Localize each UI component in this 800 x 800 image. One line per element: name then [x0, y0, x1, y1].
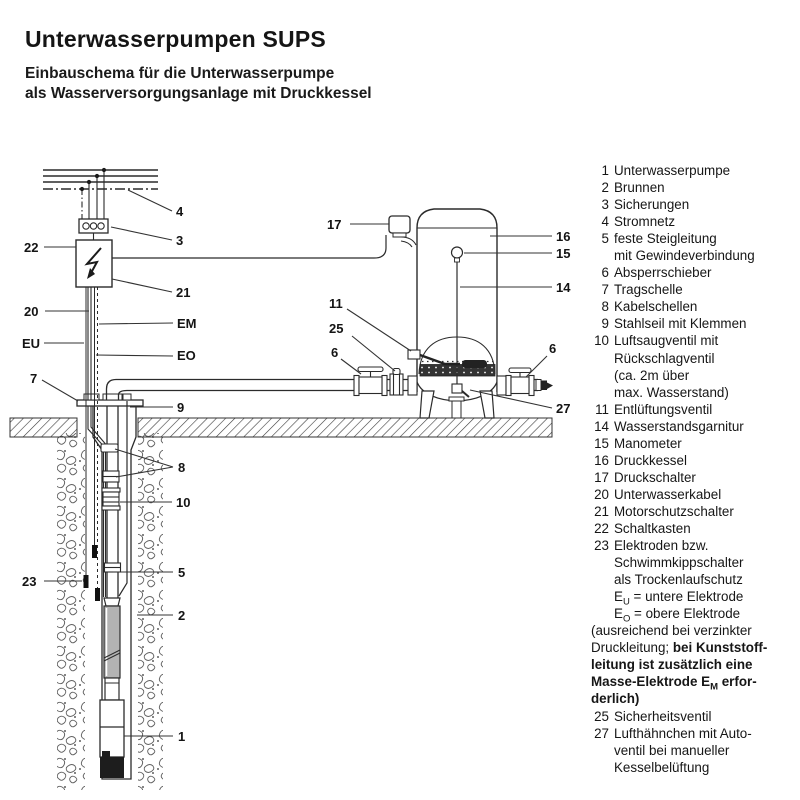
legend-item-text: Wasserstandsgarnitur	[614, 418, 744, 434]
air-valve-collar-top	[102, 488, 120, 492]
legend-item-text: feste Steigleitung	[614, 231, 717, 247]
page-title: Unterwasserpumpen SUPS	[25, 26, 326, 52]
legend-note-text: leitung ist zusätzlich eine	[591, 657, 753, 673]
legend-item	[588, 418, 798, 435]
pressure-switch	[389, 216, 416, 247]
electrode-upper	[92, 545, 97, 558]
legend-item-text: ventil bei manueller	[614, 742, 730, 758]
legend-item-text: Absperrschieber	[614, 265, 712, 281]
callout-14: 14	[556, 280, 571, 295]
legend-item	[588, 725, 798, 742]
legend-item	[588, 708, 798, 725]
legend-item-text: als Trockenlaufschutz	[614, 572, 743, 588]
air-cock	[452, 384, 462, 393]
callout-23: 23	[22, 574, 37, 589]
legend-item-text: Stromnetz	[614, 214, 676, 230]
callout-9: 9	[177, 400, 185, 415]
callout-em: EM	[177, 316, 197, 331]
legend-item	[588, 298, 798, 315]
legend-item-continuation	[588, 554, 798, 571]
fuse-icon	[90, 223, 96, 229]
callout-17: 17	[327, 217, 342, 232]
pipe-outlet-nozzle	[536, 380, 553, 391]
callout-10: 10	[176, 495, 191, 510]
callout-6-left: 6	[331, 345, 339, 360]
pump-suction-section	[105, 678, 119, 700]
legend-item-number: 23	[594, 538, 609, 554]
legend-item-text: Motorschutzschalter	[614, 503, 734, 519]
drain-flange	[449, 397, 464, 401]
pressure-vessel	[408, 209, 506, 418]
legend-item	[588, 520, 798, 537]
vessel-leg-left	[420, 391, 434, 418]
legend-item	[588, 401, 798, 418]
float-body	[462, 360, 487, 368]
legend-note	[591, 622, 798, 639]
legend-item-text: Schwimmkippschalter	[614, 555, 744, 571]
legend-item-number: 5	[601, 231, 609, 247]
callout-eo: EO	[177, 348, 196, 363]
legend-item-number: 7	[601, 282, 609, 298]
switch-box	[76, 240, 112, 287]
pump-motor	[100, 757, 124, 778]
legend-item-text: Sicherungen	[614, 197, 690, 213]
callout-27: 27	[556, 401, 571, 416]
legend-note	[591, 656, 798, 673]
legend-item-continuation	[588, 742, 798, 759]
legend-item-text: Brunnen	[614, 180, 665, 196]
callout-4: 4	[176, 204, 184, 219]
legend-item-text: Druckschalter	[614, 469, 696, 485]
callout-7: 7	[30, 371, 38, 386]
safety-valve	[390, 369, 403, 396]
legend-item-number: 25	[594, 708, 609, 724]
legend-item-text: Rückschlagventil	[614, 350, 715, 366]
legend-note-text: derlich)	[591, 691, 640, 707]
junction-dots	[80, 168, 106, 191]
legend-item	[588, 503, 798, 520]
legend-item	[588, 179, 798, 196]
legend-item-number: 11	[595, 401, 609, 417]
electrode-wires	[84, 287, 101, 601]
legend-item-text: Luftsaugventil mit	[614, 333, 719, 349]
fuse-icon	[83, 223, 89, 229]
legend-item-text: max. Wasserstand)	[614, 384, 729, 400]
gate-valve-right	[506, 368, 534, 396]
callout-21: 21	[176, 285, 191, 300]
legend-item	[588, 213, 798, 230]
callout-6-right: 6	[549, 341, 557, 356]
legend-item-continuation	[588, 350, 798, 367]
valve-handwheel	[358, 367, 383, 372]
legend-note	[591, 690, 798, 707]
legend-item-text: Stahlseil mit Klemmen	[614, 316, 747, 332]
legend-note: Masse-Elektrode $E_M$ erfor-	[591, 674, 757, 694]
legend-item-text: Manometer	[614, 435, 682, 451]
legend-item-text: Schaltkasten	[614, 520, 691, 536]
legend-item-text: Lufthähnchen mit Auto-	[614, 725, 752, 741]
legend-item-number: 1	[601, 163, 609, 178]
vent-valve	[408, 350, 420, 359]
cable-clamp-upper	[101, 444, 118, 452]
legend-item-text: Kesselbelüftung	[614, 759, 710, 775]
drain-support	[452, 401, 461, 418]
legend-item-continuation	[588, 759, 798, 776]
legend-item-text: (ca. 2m über	[614, 367, 690, 383]
legend-item-number: 4	[601, 214, 609, 230]
legend-item	[588, 315, 798, 332]
legend-item	[588, 196, 798, 213]
callout-22: 22	[24, 240, 39, 255]
legend-item-number: 9	[601, 316, 609, 332]
legend-item-text: Entlüftungsventil	[614, 401, 713, 417]
legend-item-text: Sicherheitsventil	[614, 708, 712, 724]
legend-item-number: 3	[601, 197, 609, 213]
valve-handwheel	[509, 368, 531, 373]
legend-item-number: 14	[594, 418, 609, 434]
legend-item	[588, 162, 798, 179]
pressure-switch-cable	[112, 235, 386, 258]
cable-entry	[102, 751, 110, 757]
legend-item-text: Kabelschellen	[614, 299, 698, 315]
air-valve-collar-bottom	[102, 506, 120, 510]
legend-item-number: 20	[594, 486, 609, 502]
callout-8: 8	[178, 460, 186, 475]
legend-electrode-lower-note: $E_U$ = untere Elektrode	[614, 589, 744, 608]
legend-item-continuation	[588, 571, 798, 588]
callout-25: 25	[329, 321, 344, 336]
legend-item-number: 8	[601, 299, 609, 315]
legend-item-number: 17	[594, 469, 609, 485]
gate-valve-left	[354, 367, 387, 396]
legend-item-continuation	[588, 384, 798, 401]
legend-item	[588, 435, 798, 452]
legend-item-number: 21	[594, 503, 609, 519]
legend-item-continuation	[588, 247, 798, 264]
rope-gland	[123, 394, 131, 400]
legend-item-text: Tragschelle	[614, 282, 683, 298]
subtitle-line-2: als Wasserversorgungsanlage mit Druckkessel	[25, 85, 372, 102]
callout-2: 2	[178, 608, 186, 623]
legend-item-number: 6	[601, 265, 609, 281]
fuse-icon	[98, 223, 104, 229]
legend-item-number: 15	[594, 435, 609, 451]
wellhead-plate	[77, 400, 143, 406]
subtitle-line-1: Einbauschema für die Unterwasserpumpe	[25, 65, 335, 82]
inlet-stub	[408, 376, 417, 395]
legend-item-text: Unterwasserkabel	[614, 486, 722, 502]
legend-item-text: Elektroden bzw.	[614, 538, 709, 554]
callout-1: 1	[178, 729, 186, 744]
fuse-box	[79, 219, 108, 240]
legend-item-number: 2	[601, 180, 609, 196]
legend-item	[588, 230, 798, 247]
legend-item-text: Unterwasserpumpe	[614, 163, 731, 178]
callout-eu: EU	[22, 336, 41, 351]
legend-item	[588, 264, 798, 281]
legend-item	[588, 332, 798, 349]
legend-electrode-upper-note: $E_O$ = obere Elektrode	[614, 606, 741, 625]
callout-16: 16	[556, 229, 571, 244]
legend-item-number: 16	[594, 452, 609, 468]
legend-item-number: 10	[594, 333, 609, 349]
power-supply	[43, 170, 158, 219]
legend-item-text: Druckkessel	[614, 452, 687, 468]
legend-item	[588, 486, 798, 503]
legend-item-number: 22	[594, 520, 609, 536]
legend-item	[588, 537, 798, 554]
legend-item-text: mit Gewindeverbindung	[614, 248, 755, 264]
manometer-icon	[452, 247, 463, 258]
parts-legend	[588, 162, 798, 776]
legend-note-text: (ausreichend bei verzinkter	[591, 623, 752, 639]
callout-3: 3	[176, 233, 184, 248]
air-suction-valve	[103, 492, 119, 506]
pump-body	[100, 700, 124, 757]
legend-item	[588, 469, 798, 486]
legend-item-number: 27	[594, 725, 609, 741]
electrode-ground	[95, 588, 100, 601]
legend-item	[588, 281, 798, 298]
safety-valve-cap	[393, 369, 400, 375]
callout-15: 15	[556, 246, 571, 261]
outlet-stub	[497, 376, 506, 395]
submersible-pump	[100, 598, 124, 778]
legend-item	[588, 452, 798, 469]
legend-note: Druckleitung; bei Kunststoff-	[591, 640, 768, 656]
callout-5: 5	[178, 565, 186, 580]
legend-item-continuation	[588, 367, 798, 384]
pump-discharge-head	[104, 598, 120, 606]
callout-20: 20	[24, 304, 39, 319]
electrode-lower	[84, 575, 89, 588]
callout-11: 11	[329, 296, 343, 311]
